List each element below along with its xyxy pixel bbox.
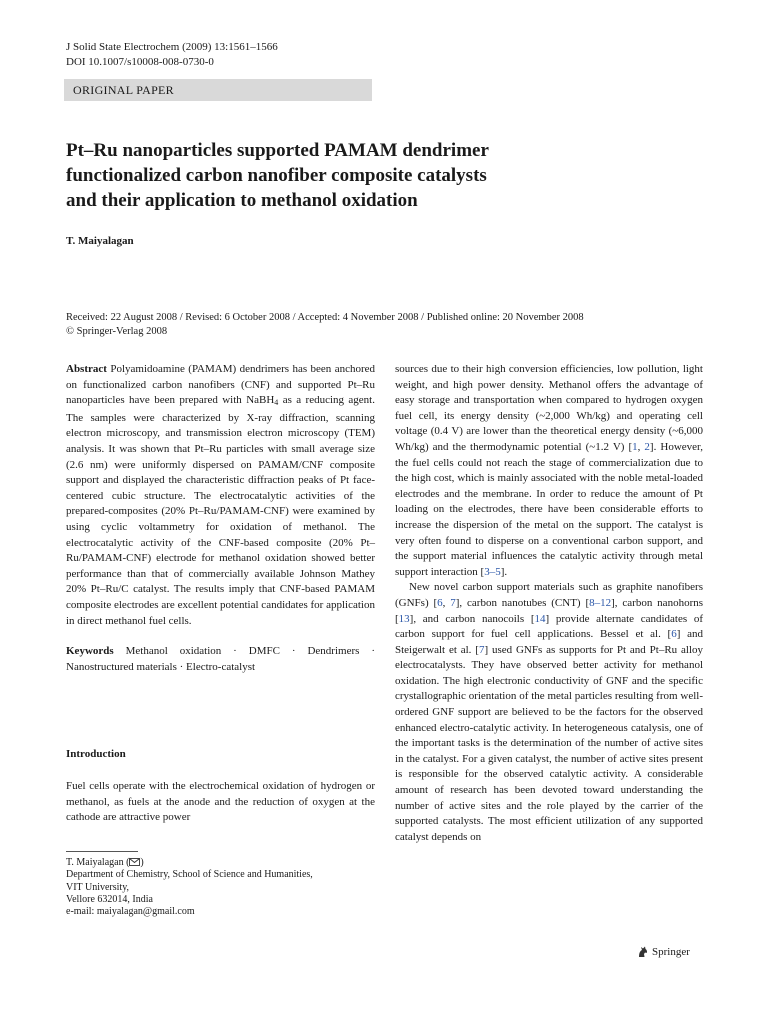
body-text: ] provide alternate candidates of carbon support for fuel cell applications. Bessel et al. [ xyxy=(395,612,703,641)
abstract-label: Abstract xyxy=(66,363,107,375)
abstract-text-1: Polyamidoamine (PAMAM) dendrimers has been anchored on functionalized carbon nanofibers (CNF) and supported Pt–Ru nanoparticles have been prepared with NaBH xyxy=(66,363,375,407)
footnote-name: T. Maiyalagan ( xyxy=(66,857,130,868)
copyright-line xyxy=(66,325,584,339)
journal-line: J Solid State Electrochem (2009) 13:1561–1566 xyxy=(66,41,278,53)
body-text: ] and Steigerwalt et al. [ xyxy=(395,628,703,656)
citation-link[interactable]: 7 xyxy=(450,596,456,609)
dates-line: Received: 22 August 2008 / Revised: 6 October 2008 / Accepted: 4 November 2008 / Published online: 20 November 2008 xyxy=(66,312,584,323)
citation-link[interactable]: 2 xyxy=(644,440,650,453)
journal-citation xyxy=(66,40,278,70)
footnote-divider xyxy=(66,851,138,852)
body-right-column xyxy=(395,362,703,845)
introduction-heading: Introduction xyxy=(66,748,126,760)
introduction-text: Fuel cells operate with the electrochemical oxidation of hydrogen or methanol, as fuels at the anode and the reduction of oxygen at the cathode are attractive power xyxy=(66,780,375,824)
abstract-text-2: as a reducing agent. The samples were characterized by X-ray diffraction, scanning electron microscopy, and transmission electron microscopy (TEM) analysis. It was shown that Pt–Ru particles with small average size (2.6 nm) were uniformly dispersed on PAMAM/CNF composite support and displayed the characteristic diffraction peaks of Pt face-centered cubic structure. The electrocatalytic activities of the prepared-composites (20% Pt–Ru/PAMAM-CNF) were examined by using cyclic voltammetry for oxidation of methanol. The electrocatalytic activity of the CNF-based composite (20% Pt–Ru/PAMAM-CNF) electrode for methanol oxidation showed better performance than that of commercially available Johnson Mathey 20% Pt–Ru/C catalyst. The results imply that CNF-based PAMAM composite electrodes are excellent potential candidates for application in direct methanol fuel cells. xyxy=(66,394,375,627)
citation-link[interactable]: 14 xyxy=(534,612,546,625)
body-text: ], carbon nanohorns [ xyxy=(395,596,704,625)
footnote-univ: VIT University, xyxy=(66,881,130,893)
body-text: ], carbon nanotubes (CNT) [ xyxy=(455,596,590,609)
doi-line: DOI 10.1007/s10008-008-0730-0 xyxy=(66,56,214,68)
publisher-mark xyxy=(636,945,690,958)
citation-link[interactable]: 8–12 xyxy=(589,596,612,609)
footnote-name-close: ) xyxy=(140,857,144,868)
envelope-icon xyxy=(129,858,140,866)
copyright-text: Springer-Verlag 2008 xyxy=(76,326,168,337)
section-label: ORIGINAL PAPER xyxy=(73,83,174,97)
abstract-block xyxy=(66,362,375,675)
springer-horse-icon xyxy=(636,945,649,958)
abstract-subscript: 4 xyxy=(274,398,279,408)
title-line-2: functionalized carbon nanofiber composite catalysts xyxy=(66,165,487,186)
body-text: ]. However, the fuel cells could not reach the stage of commercialization due to the high cost, which is mainly associated with the noble metal-loaded electrodes and the membrane. In order to reduce the amount of Pt loading on the electrodes, there have been considerable efforts to increase the dispersion of the metal on the support. The catalyst is very often found to disperse on a conventional carbon support, and the support material influences the catalytic activity through metal support interaction [ xyxy=(395,440,703,578)
body-text: sources due to their high conversion efficiencies, low pollution, light weight, and high power density. Methanol offers the advantage of easy storage and transportation when compared to hydrogen oxygen fuel cell, its energy density (~2,000 Wh/kg) and operating cell voltage (0.4 V) are lower than the theoretical energy density (~6,000 Wh/kg) and the thermodynamic potential (~1.2 V) [ xyxy=(395,363,703,453)
body-text: ], and carbon nanocoils [ xyxy=(409,612,535,625)
footnote-email[interactable]: e-mail: maiyalagan@gmail.com xyxy=(66,906,195,918)
title-line-3: and their application to methanol oxidation xyxy=(66,190,418,211)
citation-separator: , xyxy=(637,440,645,453)
citation-link[interactable]: 6 xyxy=(437,596,443,609)
keywords-label: Keywords xyxy=(66,645,114,658)
author-name: T. Maiyalagan xyxy=(66,235,134,247)
body-text: New novel carbon support materials such as graphite nanofibers (GNFs) [ xyxy=(395,581,703,609)
citation-link[interactable]: 6 xyxy=(671,628,677,641)
citation-link[interactable]: 13 xyxy=(398,612,410,625)
keywords-paragraph xyxy=(66,644,375,675)
citation-link[interactable]: 1 xyxy=(632,440,638,453)
section-label-bar xyxy=(64,79,372,101)
publisher-name: Springer xyxy=(652,945,690,958)
citation-link[interactable]: 3–5 xyxy=(484,565,501,578)
body-paragraph-1 xyxy=(395,362,703,580)
keywords-text: Methanol oxidation · DMFC · Dendrimers · Nanostructured materials · Electro-catalyst xyxy=(66,645,375,673)
copyright-icon: © xyxy=(66,326,74,337)
publication-dates xyxy=(66,311,584,339)
author-footnote xyxy=(66,857,313,918)
body-paragraph-2 xyxy=(395,580,703,845)
paper-title xyxy=(66,138,706,213)
title-line-1: Pt–Ru nanoparticles supported PAMAM dendrimer xyxy=(66,140,489,161)
footnote-dept: Department of Chemistry, School of Science and Humanities, xyxy=(66,869,313,881)
body-text: ] used GNFs as supports for Pt and Pt–Ru alloy electrocatalysts. They have observed better activity for methanol oxidation. The high electronic conductivity of GNF and the specific crystallographic orientation of the metal particles resulting from well-ordered GNF support are believed to be the factors for the observed enhanced electro-catalytic activity. In heterogeneous catalysis, one of the important tasks is the determination of the number of active sites in the catalyst. For a given catalyst, the number of active sites present is responsible for the observed catalytic activity. A considerable amount of research has been devoted toward understanding the number of active sites and the role played by the carrier of the supported catalysts. The most efficient utilization of any supported catalyst depends on xyxy=(395,643,703,843)
footnote-name-line xyxy=(66,857,313,869)
citation-link[interactable]: 7 xyxy=(478,643,485,656)
citation-separator: , xyxy=(442,596,451,609)
abstract-paragraph xyxy=(66,362,375,629)
footnote-city: Vellore 632014, India xyxy=(66,893,153,905)
body-text: ]. xyxy=(500,565,508,578)
